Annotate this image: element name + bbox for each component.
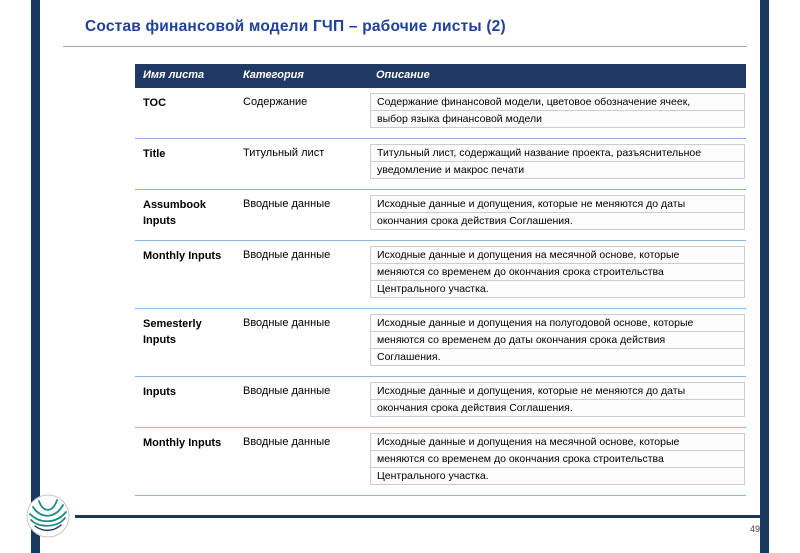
description-cell [368,87,746,139]
globe-swirl-logo-icon [25,493,71,539]
column-header-category: Категория [235,64,368,87]
description-cell [368,190,746,241]
worksheets-table-container [135,64,746,496]
table-row [135,139,746,190]
table-row [135,428,746,496]
description-line: Исходные данные и допущения, которые не меняются до даты [370,195,745,213]
column-header-sheet-name: Имя листа [135,64,235,87]
sheet-name-cell: TOC [135,87,235,139]
footer-divider [75,515,769,518]
description-line: меняются со временем до окончания срока строительства [370,263,745,281]
description-line: Исходные данные и допущения на месячной основе, которые [370,246,745,264]
category-cell: Вводные данные [235,428,368,496]
sheet-name-cell: Assumbook Inputs [135,190,235,241]
description-line: окончания срока действия Соглашения. [370,212,745,230]
description-cell [368,309,746,377]
description-line: Исходные данные и допущения на полугодовой основе, которые [370,314,745,332]
category-cell: Вводные данные [235,309,368,377]
description-cell [368,241,746,309]
description-line: Исходные данные и допущения, которые не меняются до даты [370,382,745,400]
description-line: Исходные данные и допущения на месячной основе, которые [370,433,745,451]
sheet-name-cell: Monthly Inputs [135,241,235,309]
page-number: 49 [750,524,761,534]
description-line: выбор языка финансовой модели [370,110,745,128]
page-title: Состав финансовой модели ГЧП – рабочие листы (2) [85,18,506,35]
column-header-description: Описание [368,64,746,87]
description-line: Центрального участка. [370,280,745,298]
left-border-bar [31,0,40,553]
category-cell: Титульный лист [235,139,368,190]
category-cell: Вводные данные [235,241,368,309]
description-cell [368,428,746,496]
sheet-name-cell: Monthly Inputs [135,428,235,496]
description-line: Центрального участка. [370,467,745,485]
description-line: уведомление и макрос печати [370,161,745,179]
table-row [135,377,746,428]
description-cell [368,377,746,428]
description-line: Содержание финансовой модели, цветовое обозначение ячеек, [370,93,745,111]
sheet-name-cell: Semesterly Inputs [135,309,235,377]
sheet-name-cell: Title [135,139,235,190]
table-row [135,241,746,309]
worksheets-table [135,64,746,496]
right-border-bar [760,0,769,553]
description-cell [368,139,746,190]
table-row [135,309,746,377]
category-cell: Содержание [235,87,368,139]
description-line: Титульный лист, содержащий название проекта, разъяснительное [370,144,745,162]
table-header-row [135,64,746,87]
description-line: меняются со временем до даты окончания срока действия [370,331,745,349]
description-line: меняются со временем до окончания срока строительства [370,450,745,468]
title-divider [63,46,747,47]
category-cell: Вводные данные [235,377,368,428]
category-cell: Вводные данные [235,190,368,241]
description-line: окончания срока действия Соглашения. [370,399,745,417]
table-row [135,87,746,139]
sheet-name-cell: Inputs [135,377,235,428]
table-row [135,190,746,241]
description-line: Соглашения. [370,348,745,366]
